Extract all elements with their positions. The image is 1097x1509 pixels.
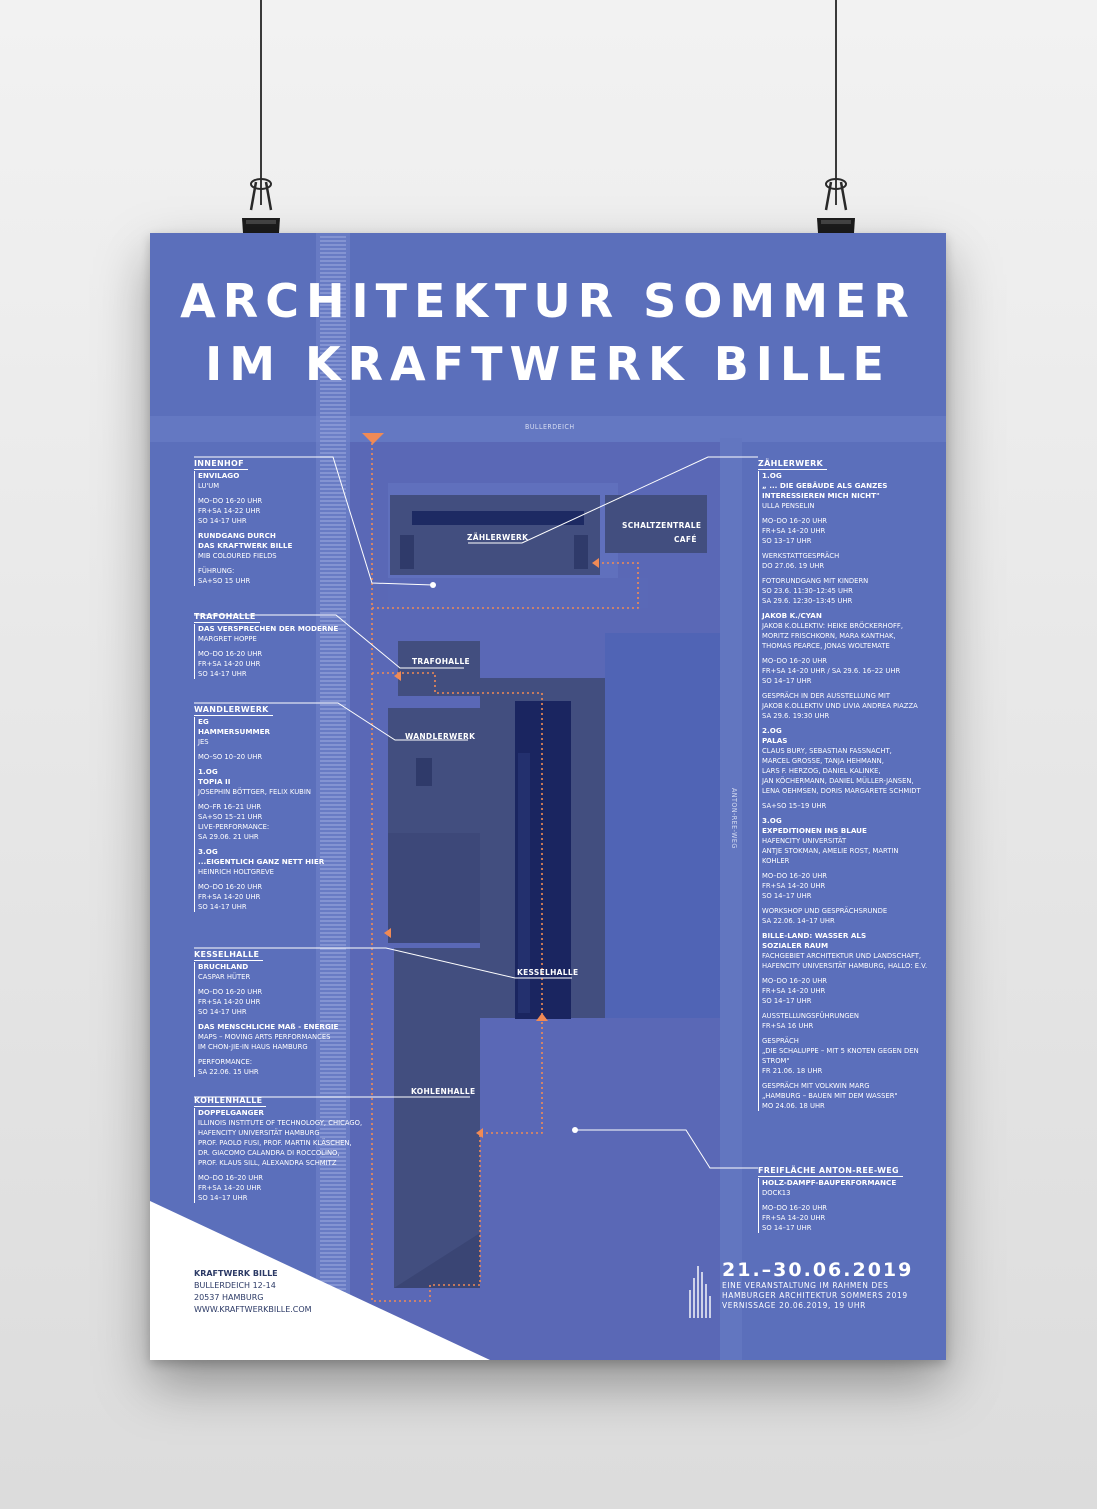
item-line: ILLINOIS INSTITUTE OF TECHNOLOGY, CHICAGO, xyxy=(198,1119,363,1127)
item-line: LARS F. HERZOG, DANIEL KALINKE, xyxy=(762,767,881,775)
section-body xyxy=(194,471,292,586)
address-street: BULLERDEICH 12-14 xyxy=(194,1281,276,1290)
item-title: EG xyxy=(198,717,209,726)
right-section-0 xyxy=(758,451,927,1111)
item-line: FR+SA 14–20 UHR xyxy=(762,987,826,995)
building-kohlenhalle xyxy=(394,948,480,1288)
item-line: LU'UM xyxy=(198,482,220,490)
item-line: HAFENCITY UNIVERSITÄT xyxy=(762,837,847,845)
item-line: FOTORUNDGANG MIT KINDERN xyxy=(762,577,869,585)
item-line: THOMAS PEARCE, JONAS WOLTEMATE xyxy=(762,642,890,650)
item-line: STROM" xyxy=(762,1057,790,1065)
address-name: KRAFTWERK BILLE xyxy=(194,1269,278,1278)
item-line: DOCK13 xyxy=(762,1189,791,1197)
item-line: JOSEPHIN BÖTTGER, FELIX KUBIN xyxy=(198,788,311,796)
item-line: KOHLER xyxy=(762,857,790,865)
item-line: MO–DO 16-20 UHR xyxy=(198,883,263,891)
item-line: SA 29.6. 12:30–13:45 UHR xyxy=(762,597,853,605)
building-kesselhalle-east xyxy=(605,633,720,1018)
item-line: FR+SA 14-20 UHR xyxy=(198,660,261,668)
map-label-trafohalle: TRAFOHALLE xyxy=(412,657,470,666)
item-line: FR+SA 14–20 UHR xyxy=(198,1184,262,1192)
item-line: SO 14–17 UHR xyxy=(198,1194,248,1202)
item-title: 1.OG xyxy=(198,767,218,776)
item-line: SA+SO 15–19 UHR xyxy=(762,802,827,810)
item-line: PROF. PAOLO FUSI, PROF. MARTIN KLÄSCHEN, xyxy=(198,1139,352,1147)
item-line: MO–DO 16-20 UHR xyxy=(198,497,263,505)
map-label-schaltzentrale: SCHALTZENTRALE xyxy=(622,521,702,530)
item-line: LENA OEHMSEN, DORIS MARGARETE SCHMIDT xyxy=(762,787,921,795)
hanging-wire-right xyxy=(835,0,837,205)
item-line: MO–DO 16–20 UHR xyxy=(762,517,828,525)
item-line: LIVE-PERFORMANCE: xyxy=(198,823,270,831)
courtyard-lower xyxy=(388,578,648,608)
section-body xyxy=(194,717,324,912)
item-line: PERFORMANCE: xyxy=(198,1058,253,1066)
section-body xyxy=(194,1108,362,1203)
section-heading: INNENHOF xyxy=(194,458,248,470)
item-line: MARCEL GROSSE, TANJA HEHMANN, xyxy=(762,757,884,765)
item-line: MO–SO 10–20 UHR xyxy=(198,753,263,761)
title-line-1: ARCHITEKTUR SOMMER xyxy=(180,274,916,328)
street-label-top: BULLERDEICH xyxy=(525,423,575,431)
item-line: HAFENCITY UNIVERSITÄT HAMBURG xyxy=(198,1129,320,1137)
item-line: ULLA PENSELIN xyxy=(762,502,815,510)
street-label-side: ANTON-REE-WEG xyxy=(730,788,738,849)
section-heading: ZÄHLERWERK xyxy=(758,458,827,470)
item-line: HAFENCITY UNIVERSITÄT HAMBURG, HALLO: E.V. xyxy=(762,962,928,970)
item-title: DOPPELGANGER xyxy=(198,1108,264,1117)
item-line: SO 14-17 UHR xyxy=(198,670,247,678)
map-label-kesselhalle: KESSELHALLE xyxy=(517,968,579,977)
item-title: 3.OG xyxy=(198,847,218,856)
map-label-cafe: CAFÉ xyxy=(674,535,697,544)
item-line: JAN KÖCHERMANN, DANIEL MÜLLER-JANSEN, xyxy=(762,777,914,785)
item-line: „HAMBURG – BAUEN MIT DEM WASSER" xyxy=(762,1092,898,1100)
item-line: SA+SO 15 UHR xyxy=(198,577,251,585)
item-line: GESPRÄCH IN DER AUSSTELLUNG MIT xyxy=(762,692,891,700)
wandlerwerk-window xyxy=(416,758,432,786)
building-middle-dark xyxy=(388,833,480,943)
section-heading: KOHLENHALLE xyxy=(194,1095,266,1107)
item-line: MO–DO 16–20 UHR xyxy=(198,1174,264,1182)
item-line: SO 23.6. 11:30–12:45 UHR xyxy=(762,587,853,595)
item-line: HEINRICH HOLTGREVE xyxy=(198,868,274,876)
section-body xyxy=(194,624,338,679)
item-line: MARGRET HOPPE xyxy=(198,635,257,643)
item-title: DAS MENSCHLICHE MAß - ENERGIE xyxy=(198,1022,339,1031)
date-block xyxy=(722,1259,913,1311)
item-title: BILLE-LAND: WASSER ALS xyxy=(762,931,867,940)
section-heading: FREIFLÄCHE ANTON-REE-WEG xyxy=(758,1165,903,1177)
item-title: HOLZ-DAMPF-BAUPERFORMANCE xyxy=(762,1178,897,1187)
item-line: FR+SA 16 UHR xyxy=(762,1022,814,1030)
item-line: MO–DO 16–20 UHR xyxy=(762,1204,828,1212)
item-line: MO–FR 16–21 UHR xyxy=(198,803,262,811)
item-line: FR 21.06. 18 UHR xyxy=(762,1067,823,1075)
item-line: PROF. KLAUS SILL, ALEXANDRA SCHMITZ xyxy=(198,1159,337,1167)
item-line: SA+SO 15–21 UHR xyxy=(198,813,263,821)
item-title: DAS KRAFTWERK BILLE xyxy=(198,541,293,550)
item-line: FR+SA 14-20 UHR xyxy=(198,998,261,1006)
item-title: ENVILAGO xyxy=(198,471,240,480)
item-line: IM CHON-JIE-IN HAUS HAMBURG xyxy=(198,1043,308,1051)
item-title: BRUCHLAND xyxy=(198,962,249,971)
address-city: 20537 HAMBURG xyxy=(194,1293,264,1302)
item-line: MO–DO 16-20 UHR xyxy=(198,650,263,658)
section-heading: TRAFOHALLE xyxy=(194,611,260,623)
date-range: 21.–30.06.2019 xyxy=(722,1259,914,1281)
date-vernissage: VERNISSAGE 20.06.2019, 19 UHR xyxy=(722,1301,866,1310)
item-line: CLAUS BURY, SEBASTIAN FASSNACHT, xyxy=(762,747,892,755)
item-line: SO 14–17 UHR xyxy=(762,677,812,685)
item-line: SO 14–17 UHR xyxy=(762,997,812,1005)
item-line: MAPS – MOVING ARTS PERFORMANCES xyxy=(198,1033,331,1041)
item-title: „ ... DIE GEBÄUDE ALS GANZES xyxy=(762,481,888,490)
item-line: DR. GIACOMO CALANDRA DI ROCCOLINO, xyxy=(198,1149,340,1157)
item-title: PALAS xyxy=(762,736,788,745)
item-line: JAKOB K.OLLEKTIV UND LIVIA ANDREA PIAZZA xyxy=(762,702,918,710)
item-title: 3.OG xyxy=(762,816,782,825)
address-block xyxy=(194,1268,312,1316)
item-line: FR+SA 14–20 UHR xyxy=(762,1214,826,1222)
address-web: WWW.KRAFTWERKBILLE.COM xyxy=(194,1305,312,1314)
hanging-wire-left xyxy=(260,0,262,205)
item-title: TOPIA II xyxy=(198,777,231,786)
dot-innenhof xyxy=(430,582,436,588)
zaehlerwerk-block-right xyxy=(574,535,588,569)
item-title: SOZIALER RAUM xyxy=(762,941,829,950)
item-line: DO 27.06. 19 UHR xyxy=(762,562,825,570)
left-section-2 xyxy=(194,697,324,912)
section-heading: KESSELHALLE xyxy=(194,949,263,961)
item-line: MIB COLOURED FIELDS xyxy=(198,552,277,560)
item-line: SA 29.6. 19:30 UHR xyxy=(762,712,830,720)
dot-freiflaeche xyxy=(572,1127,578,1133)
item-line: SO 14–17 UHR xyxy=(762,1224,812,1232)
item-title: HAMMERSUMMER xyxy=(198,727,271,736)
left-section-1 xyxy=(194,604,338,679)
map-label-kohlenhalle: KOHLENHALLE xyxy=(411,1087,476,1096)
item-line: AUSSTELLUNGSFÜHRUNGEN xyxy=(762,1012,859,1020)
item-line: FR+SA 14–20 UHR xyxy=(762,527,826,535)
item-line: CASPAR HÜTER xyxy=(198,973,251,981)
item-line: MO–DO 16–20 UHR xyxy=(762,872,828,880)
left-section-4 xyxy=(194,1088,362,1203)
item-line: SO 14-17 UHR xyxy=(198,1008,247,1016)
item-line: SO 14–17 UHR xyxy=(762,892,812,900)
item-title: 1.OG xyxy=(762,471,782,480)
item-line: MO–DO 16-20 UHR xyxy=(198,988,263,996)
item-title: RUNDGANG DURCH xyxy=(198,531,276,540)
date-line-2: HAMBURGER ARCHITEKTUR SOMMERS 2019 xyxy=(722,1291,908,1300)
item-line: FR+SA 14–20 UHR xyxy=(762,882,826,890)
item-title: INTERESSIEREN MICH NICHT" xyxy=(762,491,880,500)
item-line: MO 24.06. 18 UHR xyxy=(762,1102,825,1110)
item-title: DAS VERSPRECHEN DER MODERNE xyxy=(198,624,339,633)
section-body xyxy=(758,471,927,1111)
left-section-0 xyxy=(194,451,292,586)
item-line: FÜHRUNG: xyxy=(198,567,235,575)
section-heading: WANDLERWERK xyxy=(194,704,273,716)
item-line: SA 22.06. 14–17 UHR xyxy=(762,917,835,925)
item-line: WORKSHOP UND GESPRÄCHSRUNDE xyxy=(762,907,888,915)
item-line: GESPRÄCH MIT VOLKWIN MARG xyxy=(762,1082,870,1090)
poster xyxy=(150,233,946,1360)
building-wandlerwerk xyxy=(388,708,480,833)
item-title: JAKOB K./CYAN xyxy=(762,611,822,620)
item-line: SO 14-17 UHR xyxy=(198,517,247,525)
map-label-zaehlerwerk: ZÄHLERWERK xyxy=(467,533,529,542)
zaehlerwerk-block-left xyxy=(400,535,414,569)
zaehlerwerk-window xyxy=(412,511,584,525)
item-line: ANTJE STOKMAN, AMELIE ROST, MARTIN xyxy=(762,847,899,855)
right-section-1 xyxy=(758,1158,903,1233)
item-line: FACHGEBIET ARCHITEKTUR UND LANDSCHAFT, xyxy=(762,952,922,960)
item-line: FR+SA 14–20 UHR / SA 29.6. 16–22 UHR xyxy=(762,667,901,675)
item-line: FR+SA 14-20 UHR xyxy=(198,893,261,901)
item-line: FR+SA 14-22 UHR xyxy=(198,507,261,515)
date-line-1: EINE VERANSTALTUNG IM RAHMEN DES xyxy=(722,1281,889,1290)
title-line-2: IM KRAFTWERK BILLE xyxy=(205,337,891,391)
map-label-wandlerwerk: WANDLERWERK xyxy=(405,732,476,741)
left-section-3 xyxy=(194,942,338,1077)
item-line: MO–DO 16–20 UHR xyxy=(762,977,828,985)
item-line: „DIE SCHALUPPE – MIT 5 KNOTEN GEGEN DEN xyxy=(762,1047,919,1055)
section-body xyxy=(758,1178,903,1233)
item-line: SA 29.06. 21 UHR xyxy=(198,833,259,841)
item-title: 2.OG xyxy=(762,726,782,735)
item-line: GESPRÄCH xyxy=(762,1037,799,1045)
item-line: MORITZ FRISCHKORN, MARA KANTHAK, xyxy=(762,632,896,640)
item-line: JAKOB K.OLLEKTIV: HEIKE BRÖCKERHOFF, xyxy=(762,622,903,630)
street-anton-ree-weg xyxy=(720,438,742,1360)
item-line: MO–DO 16–20 UHR xyxy=(762,657,828,665)
item-line: JES xyxy=(198,738,209,746)
item-line: SO 13–17 UHR xyxy=(762,537,812,545)
item-line: SO 14-17 UHR xyxy=(198,903,247,911)
section-body xyxy=(194,962,338,1077)
item-title: EXPEDITIONEN INS BLAUE xyxy=(762,826,867,835)
item-line: SA 22.06. 15 UHR xyxy=(198,1068,259,1076)
item-line: WERKSTATTGESPRÄCH xyxy=(762,552,840,560)
item-title: ...EIGENTLICH GANZ NETT HIER xyxy=(198,857,325,866)
